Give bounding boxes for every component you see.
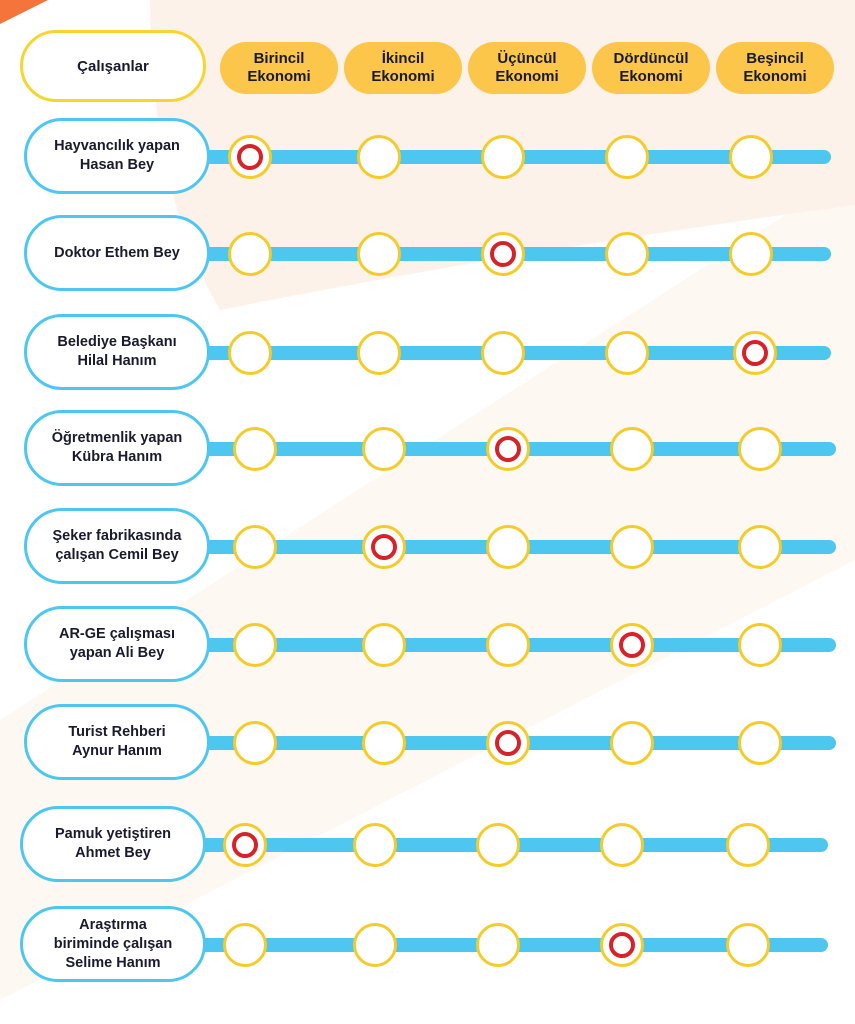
option-circle[interactable] [605, 232, 649, 276]
selected-mark [742, 340, 768, 366]
option-circle[interactable] [362, 427, 406, 471]
selected-mark [371, 534, 397, 560]
option-circle[interactable] [738, 427, 782, 471]
option-circle[interactable] [233, 525, 277, 569]
option-circle[interactable] [228, 135, 272, 179]
option-circle[interactable] [362, 623, 406, 667]
option-circle[interactable] [738, 721, 782, 765]
option-circle[interactable] [481, 135, 525, 179]
selected-mark [232, 832, 258, 858]
option-circle[interactable] [228, 232, 272, 276]
option-circle[interactable] [729, 232, 773, 276]
option-circle[interactable] [600, 823, 644, 867]
column-header-birincil: Birincil Ekonomi [220, 42, 338, 94]
option-circle[interactable] [486, 427, 530, 471]
corner-accent [0, 0, 48, 24]
option-circle[interactable] [486, 525, 530, 569]
option-circle[interactable] [610, 525, 654, 569]
option-circle[interactable] [353, 823, 397, 867]
option-circle[interactable] [476, 923, 520, 967]
option-circle[interactable] [233, 427, 277, 471]
employee-name: Doktor Ethem Bey [24, 215, 210, 291]
employee-name: AR-GE çalışması yapan Ali Bey [24, 606, 210, 682]
employee-row [0, 906, 855, 986]
option-circle[interactable] [228, 331, 272, 375]
option-circle[interactable] [357, 135, 401, 179]
option-circle[interactable] [733, 331, 777, 375]
employee-name: Şeker fabrikasında çalışan Cemil Bey [24, 508, 210, 584]
option-circle[interactable] [726, 823, 770, 867]
employee-row [0, 215, 855, 295]
option-circle[interactable] [362, 721, 406, 765]
employee-name: Turist Rehberi Aynur Hanım [24, 704, 210, 780]
option-circle[interactable] [729, 135, 773, 179]
option-circle[interactable] [738, 525, 782, 569]
employee-row [0, 410, 855, 490]
employees-header: Çalışanlar [20, 30, 206, 102]
selected-mark [237, 144, 263, 170]
option-circle[interactable] [233, 721, 277, 765]
column-header-ucuncul: Üçüncül Ekonomi [468, 42, 586, 94]
employee-row [0, 704, 855, 784]
selected-mark [490, 241, 516, 267]
option-circle[interactable] [357, 331, 401, 375]
employee-name: Belediye Başkanı Hilal Hanım [24, 314, 210, 390]
option-circle[interactable] [223, 923, 267, 967]
option-circle[interactable] [605, 135, 649, 179]
selected-mark [609, 932, 635, 958]
employee-row [0, 606, 855, 686]
option-circle[interactable] [362, 525, 406, 569]
option-circle[interactable] [353, 923, 397, 967]
option-circle[interactable] [726, 923, 770, 967]
option-circle[interactable] [476, 823, 520, 867]
employee-name: Pamuk yetiştiren Ahmet Bey [20, 806, 206, 882]
option-circle[interactable] [738, 623, 782, 667]
option-circle[interactable] [481, 232, 525, 276]
selected-mark [495, 730, 521, 756]
employee-row [0, 508, 855, 588]
selected-mark [495, 436, 521, 462]
employee-row [0, 314, 855, 394]
selected-mark [619, 632, 645, 658]
option-circle[interactable] [610, 427, 654, 471]
column-header-dorduncul: Dördüncül Ekonomi [592, 42, 710, 94]
employee-name: Araştırma biriminde çalışan Selime Hanım [20, 906, 206, 982]
option-circle[interactable] [223, 823, 267, 867]
option-circle[interactable] [610, 721, 654, 765]
option-circle[interactable] [600, 923, 644, 967]
option-circle[interactable] [486, 623, 530, 667]
option-circle[interactable] [481, 331, 525, 375]
option-circle[interactable] [486, 721, 530, 765]
option-circle[interactable] [357, 232, 401, 276]
option-circle[interactable] [605, 331, 649, 375]
column-header-besincil: Beşincil Ekonomi [716, 42, 834, 94]
column-header-ikincil: İkincil Ekonomi [344, 42, 462, 94]
option-circle[interactable] [610, 623, 654, 667]
employee-name: Hayvancılık yapan Hasan Bey [24, 118, 210, 194]
option-circle[interactable] [233, 623, 277, 667]
employee-row [0, 118, 855, 198]
employee-row [0, 806, 855, 886]
employee-name: Öğretmenlik yapan Kübra Hanım [24, 410, 210, 486]
